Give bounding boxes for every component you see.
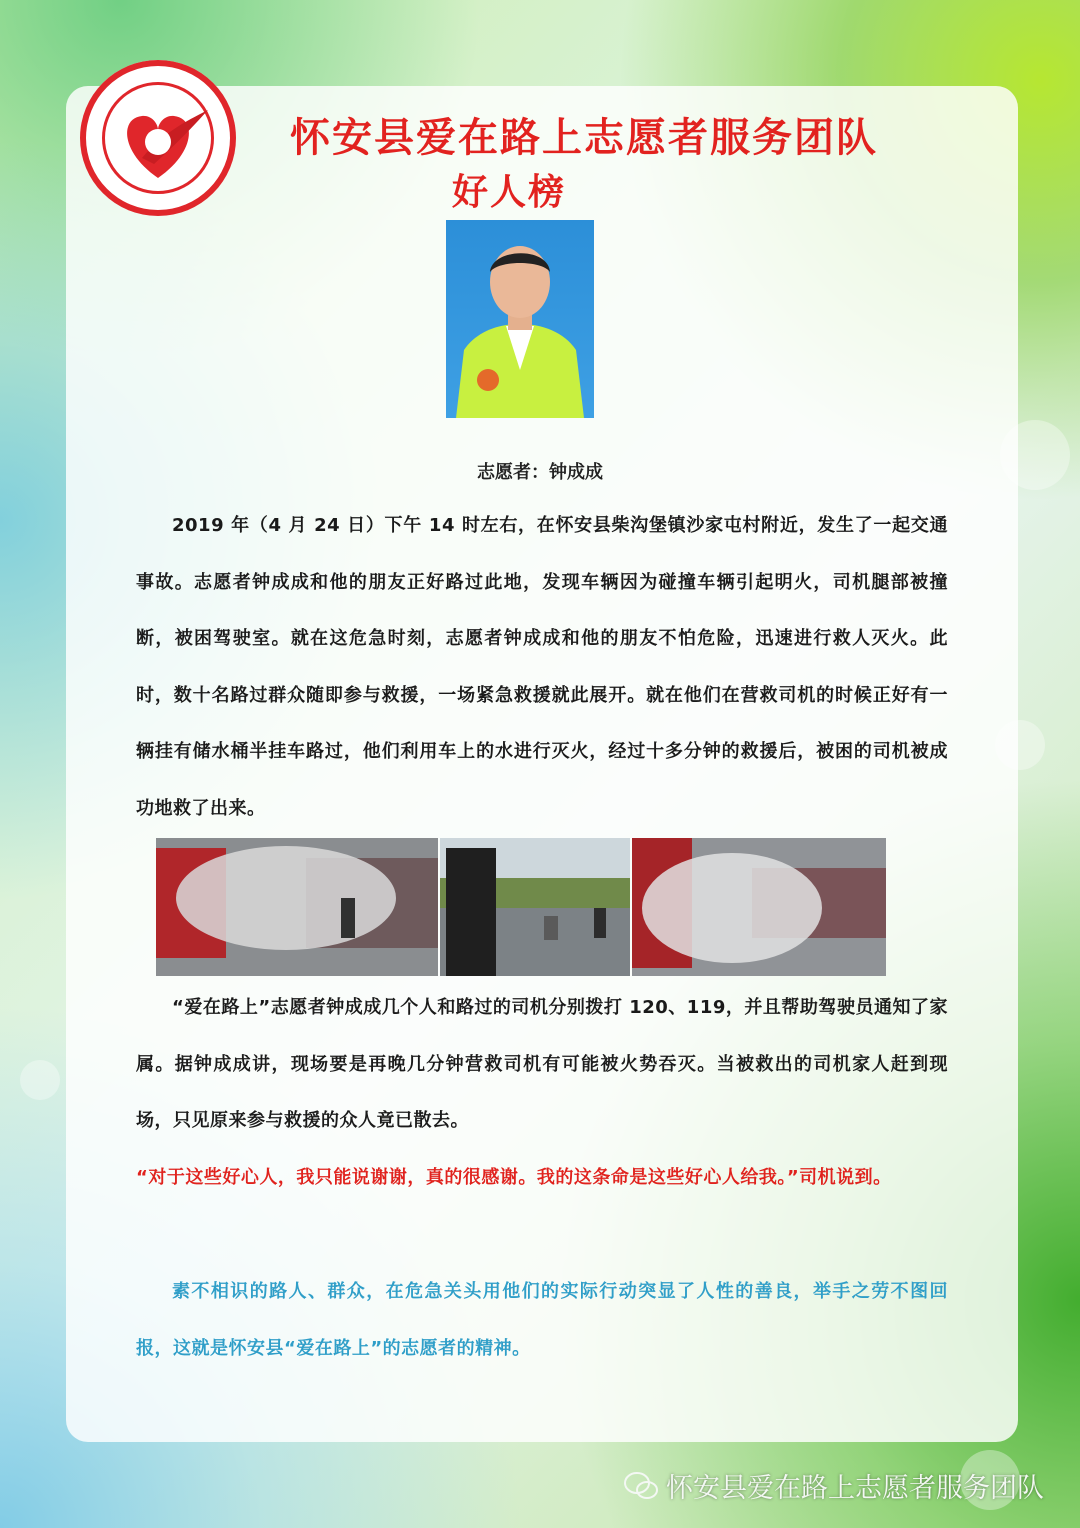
wechat-watermark — [624, 1466, 1044, 1505]
page-subtitle: 好人榜 — [452, 171, 567, 213]
wechat-icon — [624, 1471, 658, 1501]
watermark-text: 怀安县爱在路上志愿者服务团队 — [666, 1473, 1044, 1504]
volunteer-caption: 志愿者：钟成成 — [477, 462, 603, 483]
incident-photo-road — [440, 838, 630, 976]
closing-paragraph: 素不相识的路人、群众，在危急关头用他们的实际行动突显了人性的善良，举手之劳不图回报，这就是怀安县“爱在路上”的志愿者的精神。 — [136, 1281, 948, 1359]
bokeh-circle — [20, 1060, 60, 1100]
heart-bird-icon — [80, 60, 236, 216]
team-logo-seal — [80, 60, 236, 216]
story-paragraph: 2019 年（4 月 24 日）下午 14 时左右，在怀安县柴沟堡镇沙家屯村附近，发生了一起交通事故。志愿者钟成成和他的朋友正好路过此地，发现车辆因为碰撞车辆引起明火，司机腿部被撞断，被困驾驶室。就在这危急时刻，志愿者钟成成和他的朋友不怕危险，迅速进行救人灭火。此时，数十名路过群众随即参与救援，一场紧急救援就此展开。就在他们在营救司机的时候正好有一辆挂有储水桶半挂车路过，他们利用车上的水进行灭火，经过十多分钟的救援后，被困的司机被成功地救了出来。 — [136, 515, 948, 819]
incident-photo-fire — [156, 838, 438, 976]
page-title: 怀安县爱在路上志愿者服务团队 — [290, 114, 878, 161]
story-paragraph: “爱在路上”志愿者钟成成几个人和路过的司机分别拨打 120、119，并且帮助驾驶员通知了家属。据钟成成讲，现场要是再晚几分钟营救司机有可能被火势吞灭。当被救出的司机家人赶到现场，只见原来参与救援的众人竟已散去。 — [136, 997, 948, 1131]
driver-quote: “对于这些好心人，我只能说谢谢，真的很感谢。我的这条命是这些好心人给我。”司机说到。 — [136, 1167, 892, 1188]
volunteer-portrait — [446, 220, 594, 418]
incident-photo-truck — [632, 838, 886, 976]
